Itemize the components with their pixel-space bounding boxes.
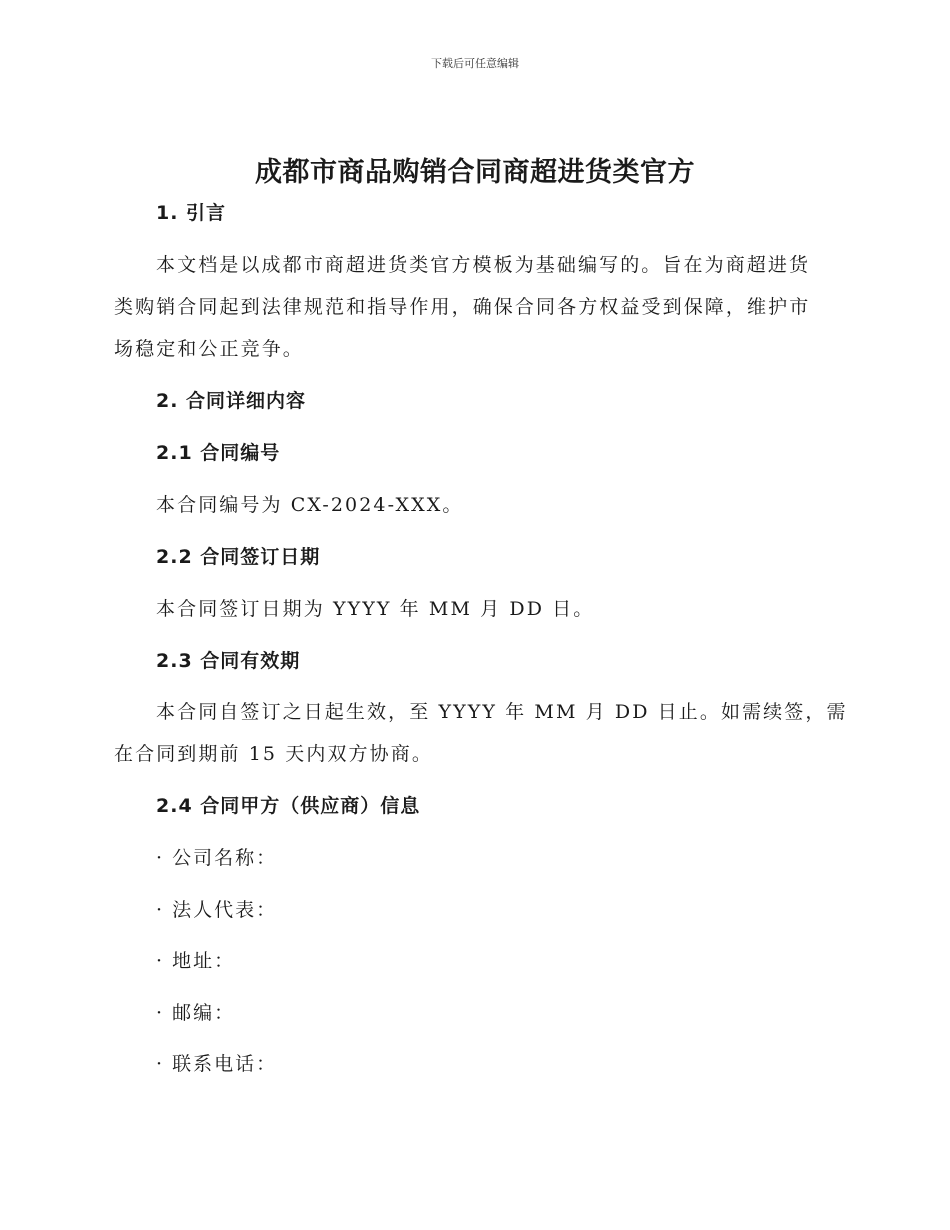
- subsection-heading-signing-date: 2.2 合同签订日期: [156, 546, 321, 568]
- signing-date-text: 本合同签订日期为 YYYY 年 MM 月 DD 日。: [156, 598, 595, 620]
- subsection-heading-party-a: 2.4 合同甲方（供应商）信息: [156, 795, 421, 817]
- validity-paragraph-line-1: 本合同自签订之日起生效，至 YYYY 年 MM 月 DD 日止。如需续签，需: [156, 701, 848, 723]
- party-a-field-legal-representative: · 法人代表：: [156, 899, 278, 921]
- validity-paragraph-line-2: 在合同到期前 15 天内双方协商。: [114, 743, 433, 765]
- section-heading-intro: 1. 引言: [156, 202, 227, 224]
- section-heading-details: 2. 合同详细内容: [156, 390, 307, 412]
- party-a-field-postcode: · 邮编：: [156, 1002, 236, 1024]
- subsection-heading-validity: 2.3 合同有效期: [156, 650, 301, 672]
- contract-number-text: 本合同编号为 CX-2024-XXX。: [156, 494, 464, 516]
- document-title: 成都市商品购销合同商超进货类官方: [255, 157, 695, 188]
- party-a-field-phone: · 联系电话：: [156, 1053, 278, 1075]
- party-a-field-company-name: · 公司名称：: [156, 847, 278, 869]
- header-note: 下载后可任意编辑: [431, 57, 519, 70]
- party-a-field-address: · 地址：: [156, 950, 236, 972]
- subsection-heading-contract-number: 2.1 合同编号: [156, 442, 281, 464]
- intro-paragraph-line-3: 场稳定和公正竞争。: [114, 338, 304, 360]
- intro-paragraph-line-1: 本文档是以成都市商超进货类官方模板为基础编写的。旨在为商超进货: [156, 254, 811, 276]
- intro-paragraph-line-2: 类购销合同起到法律规范和指导作用，确保合同各方权益受到保障，维护市: [114, 296, 811, 318]
